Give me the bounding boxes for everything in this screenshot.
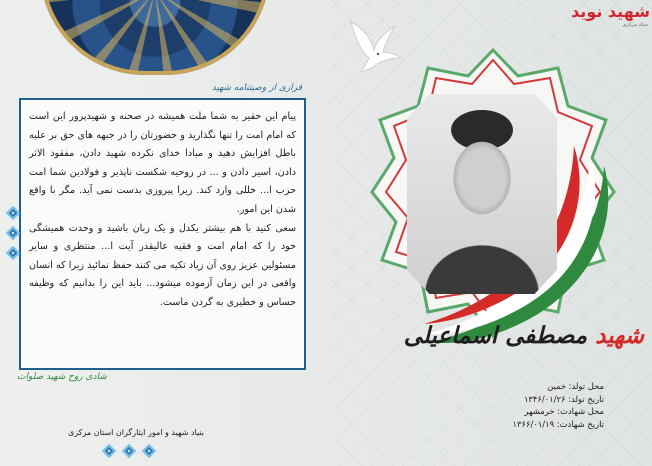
diamond-ornament-icon — [6, 226, 20, 240]
martyr-info — [444, 380, 604, 430]
martyr-title-word: شهید — [595, 322, 644, 349]
birth-date: تاریخ تولد: ۱۳۴۶/۰۱/۲۶ — [523, 393, 604, 404]
testament-paragraph: پیام این حقیر به شما ملت همیشه در صحنه و شهیدپرور این است که امام امت را تنها نگذارید و حضورتان را در جبهه های حق بر علیه باطل افزایش دهید و مبادا خدای نکرده شهید دادن، مفقود الاثر دادن، اسیر دادن و ... در روحیه شکست ناپذیر و فولادین شما امت حزب ا... خللی وارد کند. زیرا پیروزی بدست نمی آید. مگر با واقع شدن این امور. — [29, 111, 296, 215]
diamond-ornament-icon — [122, 444, 136, 458]
martyr-name: مصطفی اسماعیلی — [403, 322, 588, 349]
diamond-ornament-icon — [6, 206, 20, 220]
martyr-name-title — [404, 322, 644, 349]
testament-heading: فرازی از وصیتنامه شهید — [211, 83, 302, 93]
diamond-ornament-icon — [142, 444, 156, 458]
testament-paragraph: سعی کنید با هم بیشتر یکدل و یک زبان باشید و وحدت همیشگی خود را که امام امت و فقیه عالیقدر آیت ا... منتظری و سایر مسئولین عزیز روی آن زیاد تکیه می کنند حفظ نمائید زیرا که انسان واقعی در این زمان آزموده میشود... باید این را بدانیم که وظیفه حساس و خطیری به گردن ماست. — [29, 222, 296, 308]
logo — [571, 0, 652, 38]
diamond-ornament-icon — [102, 444, 116, 458]
top-ornament — [40, 0, 270, 75]
diamond-ornament-icon — [6, 246, 20, 260]
logo-text: شهید نوید — [571, 2, 650, 21]
birth-place: محل تولد: خمین — [547, 381, 604, 391]
testament-panel — [19, 83, 306, 370]
martyrdom-date: تاریخ شهادت: ۱۳۶۶/۰۱/۱۹ — [512, 418, 604, 429]
logo-subtext: ستاد مرکزی — [622, 22, 648, 28]
martyrdom-place: محل شهادت: خرمشهر — [524, 406, 604, 417]
testament-text — [29, 108, 296, 362]
martyr-photo — [407, 94, 557, 294]
organization-name: بنیاد شهید و امور ایثارگران استان مرکزی — [68, 428, 205, 437]
prayer-text: شادی روح شهید صلوات — [17, 372, 107, 382]
